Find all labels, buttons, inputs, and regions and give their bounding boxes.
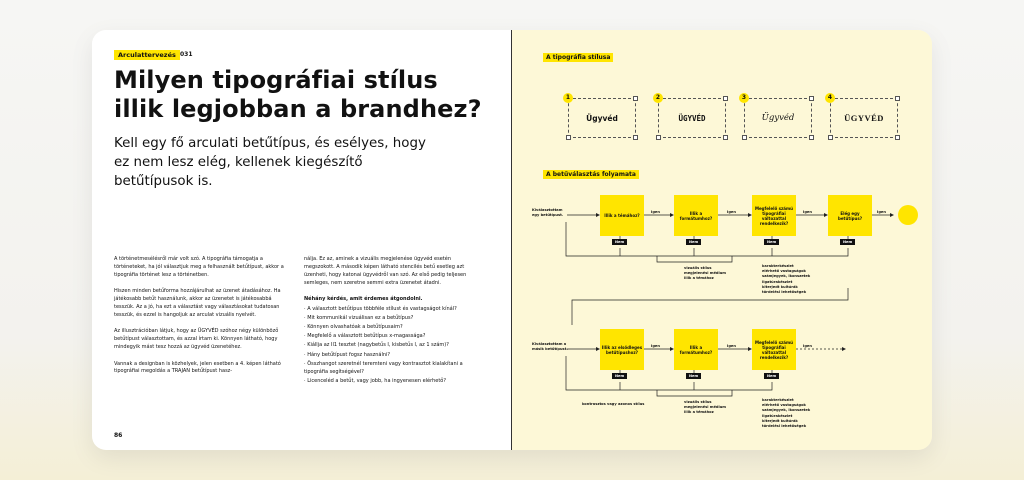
list-item: tördelési lehetőségek [762, 290, 807, 295]
yes-label: Igen [877, 210, 886, 214]
list-item: elérhető vastagságok [762, 269, 806, 274]
list-item: karakterkészlet [762, 398, 794, 402]
right-page [512, 30, 932, 450]
sample-text-2: ÜGYVÉD [678, 113, 706, 123]
paragraph: Hiszen minden betűforma hozzájárulhat az üzenet átadásához. Ha játékosabb betűt használunk, akkor az üzenetet is játékosabbá tesszük. Az a jó, ha ezt a választást vagy választásokat tudatosan tesszük, és ezzel is hangoljuk az arculat vizuális nyelvét. [114, 288, 281, 318]
flow1-step-3: Megfelelő számú tipográfiai változattal rendelkezik? [752, 195, 796, 236]
flow2-step-1: Illik az elsődleges betűtípushoz? [600, 329, 644, 370]
text-column-1 [114, 256, 290, 385]
sample-frame-1 [568, 98, 636, 138]
paragraph: Vannak a designban is közhelyek, jelen esetben a 4. képen látható tipográfiai megoldás a TRAJAN betűtípust hasz- [114, 360, 281, 375]
check-icon [898, 205, 918, 225]
questions-heading: Néhány kérdés, amit érdemes átgondolni. [304, 296, 423, 303]
no-label: Nem [686, 373, 701, 379]
frame-corner-handle [633, 96, 638, 101]
paragraph: A történetmesélésről már volt szó. A tipográfia támogatja a történeteket, ha jól választjuk meg a felhasznált betűtípust, akkor a tipográfia történet lesz a történetben. [114, 256, 284, 278]
flow2-step-3: Megfelelő számú tipográfiai változattal rendelkezik? [752, 329, 796, 370]
flow1-notes-a [684, 266, 726, 282]
list-item: · A választott betűtípus többféle stílust és vastagságot kínál? [304, 306, 480, 314]
frame-corner-handle [742, 135, 747, 140]
list-item: számjegyek, ikonszetek [762, 274, 811, 279]
sample-badge-3: 3 [739, 93, 749, 103]
left-page [92, 30, 512, 450]
paragraph: Az illusztrációban látjuk, hogy az ÜGYVÉD szóhoz négy különböző betűtípust választottam, és azzal írtam ki. Könnyen látható, hogy mindegyik mást tesz hozzá az ügyvéd üzenetéhez. [114, 328, 279, 351]
list-item: kontrasztos vagy azonos stílus [582, 402, 645, 406]
flow1-notes-b [762, 264, 810, 295]
yes-label: Igen [803, 344, 812, 348]
yes-label: Igen [727, 344, 736, 348]
frame-corner-handle [809, 135, 814, 140]
yes-label: Igen [803, 210, 812, 214]
questions-list [304, 306, 480, 385]
no-label: Nem [686, 239, 701, 245]
style-section-label: A tipográfia stílusa [543, 53, 613, 62]
list-item: kiterjedt kultúrák [762, 284, 798, 289]
paragraph: nálja. Ez az, aminek a vizuális megjelenése ügyvéd esetén megszokott. A második képen látható stencilés betű esetleg azt üzenheti, hogy katonai ügyvédről van szó. Az első pedig teljesen semleges, nem szeretne semmi extra üzenetet átadni. [304, 256, 467, 286]
frame-corner-handle [723, 135, 728, 140]
no-label: Nem [612, 239, 627, 245]
yes-label: Igen [651, 210, 660, 214]
sample-frame-4 [830, 98, 898, 138]
list-item: · Licenceléd a betűt, vagy jobb, ha ingyenesen elérhető? [304, 378, 480, 386]
list-item: illik a témához [684, 410, 714, 415]
list-item: ligatúrakészlet [762, 279, 793, 284]
section-number: 031 [180, 51, 193, 58]
flow2-start: Kiválasztottam a másik betűtípust. [532, 342, 568, 351]
list-item: számjegyek, ikonszetek [762, 408, 811, 413]
list-item: vizuális stílus [684, 400, 712, 404]
list-item: karakterkészlet [762, 264, 794, 268]
sample-text-4: ÜGYVÉD [844, 113, 884, 123]
book-spread [92, 30, 932, 450]
sample-badge-1: 1 [563, 93, 573, 103]
flow1-step-4: Elég egy betűtípus? [828, 195, 872, 236]
page-number: 86 [114, 432, 123, 439]
flow2-notes-b [762, 398, 810, 429]
no-label: Nem [764, 373, 779, 379]
yes-label: Igen [727, 210, 736, 214]
process-section-label: A betűválasztás folyamata [543, 170, 639, 179]
sample-badge-2: 2 [653, 93, 663, 103]
frame-corner-handle [809, 96, 814, 101]
frame-corner-handle [566, 135, 571, 140]
list-item: illik a témához [684, 276, 714, 281]
sample-text-3: Ügyvéd [761, 113, 795, 123]
sample-badge-4: 4 [825, 93, 835, 103]
list-item: kiterjedt kultúrák [762, 418, 798, 423]
flow1-step-2: Illik a formátumhoz? [674, 195, 718, 236]
flow2-notes-a [684, 400, 726, 416]
list-item: · Megfelelő a választott betűtípus x-magassága? [304, 333, 480, 341]
list-item: megjelenési médium [684, 405, 727, 410]
list-item: · Kiállja az Il1 tesztet (nagybetűs I, kisbetűs l, az 1 szám)? [304, 342, 480, 350]
sample-frame-2 [658, 98, 726, 138]
list-item: megjelenési médium [684, 271, 727, 276]
list-item: · Mit kommunikál vizuálisan ez a betűtípus? [304, 315, 480, 323]
text-column-2 [304, 256, 480, 387]
section-tag: Arculattervezés [114, 50, 180, 60]
frame-corner-handle [895, 135, 900, 140]
lead-paragraph: Kell egy fő arculati betűtípus, és esélyes, hogy ez nem lesz elég, kellenek kiegészítő betűtípusok is. [114, 136, 426, 189]
frame-corner-handle [656, 135, 661, 140]
flow2-step-2: Illik a formátumhoz? [674, 329, 718, 370]
list-item: · Hány betűtípust fogsz használni? [304, 352, 480, 360]
sample-frame-3 [744, 98, 812, 138]
flow2-note-c [582, 402, 644, 407]
list-item: · Könnyen olvashatóak a betűtípusaim? [304, 324, 480, 332]
list-item: ligatúrakészlet [762, 413, 793, 418]
frame-corner-handle [723, 96, 728, 101]
list-item: elérhető vastagságok [762, 403, 806, 408]
no-label: Nem [840, 239, 855, 245]
list-item: vizuális stílus [684, 266, 712, 270]
page-title: Milyen tipográfiai stílus illik legjobban a brandhez? [114, 66, 482, 123]
frame-corner-handle [633, 135, 638, 140]
frame-corner-handle [828, 135, 833, 140]
no-label: Nem [764, 239, 779, 245]
flow1-start: Kiválasztottam egy betűtípust. [532, 208, 564, 217]
flow1-step-1: Illik a témához? [600, 195, 644, 236]
yes-label: Igen [651, 344, 660, 348]
flowchart-lines [512, 30, 932, 450]
no-label: Nem [612, 373, 627, 379]
list-item: · Összhangot szeretnél teremteni vagy kontrasztot kialakítani a tipográfia segítségével? [304, 361, 480, 377]
list-item: tördelési lehetőségek [762, 424, 807, 429]
frame-corner-handle [895, 96, 900, 101]
sample-text-1: Ügyvéd [586, 113, 618, 123]
